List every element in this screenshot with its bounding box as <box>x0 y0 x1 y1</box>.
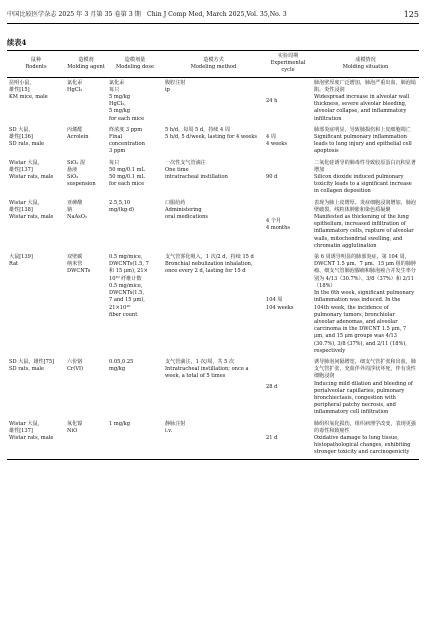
cell-text: 21×10¹⁰ <box>109 304 131 311</box>
cell-text: 0.5 mg/mice, <box>109 254 143 261</box>
cell-text: Oxidative damage to lung tissue, histopathological changes, exhibiting stronger toxicity and carcinogenicity <box>314 434 411 456</box>
cell-text: Wistar 大鼠， <box>9 420 43 427</box>
column-header: 造模方式 Modeling method <box>163 51 264 78</box>
dose-cell <box>107 77 163 125</box>
cell-text: SD 大鼠， <box>9 126 34 133</box>
method-cell <box>163 357 264 419</box>
header-rule <box>7 23 419 24</box>
agent-cell <box>65 198 107 252</box>
cell-text: 28 d <box>266 384 278 391</box>
cycle-cell <box>264 125 312 158</box>
cell-text: 雄性[138] <box>9 206 33 213</box>
cell-text: 24 h <box>266 97 278 104</box>
cell-text: 4 weeks <box>266 141 287 148</box>
cycle-cell <box>264 252 312 357</box>
dose-cell <box>107 252 163 357</box>
cell-text: DWCNTs(1.5, <box>109 290 145 297</box>
situation-cell <box>312 419 419 460</box>
table-row <box>7 357 419 419</box>
cell-text: Wistar rats, male <box>9 434 54 441</box>
table-row <box>7 252 419 357</box>
cell-text: 90 d <box>266 174 278 181</box>
cell-text: 104 weeks <box>266 304 294 311</box>
cell-text: Wistar rats, male <box>9 174 54 181</box>
cell-text: suspension <box>67 181 96 188</box>
cell-text: 5 mg/kg <box>109 108 131 115</box>
cell-text: 4 months <box>266 224 290 231</box>
method-cell <box>163 419 264 460</box>
cell-text: Significant pulmonary inflammation leads to lung injury and epithelial cell apoptosis <box>314 134 412 155</box>
situation-cell <box>312 158 419 198</box>
situation-cell <box>312 125 419 158</box>
cell-text: 肺泡壁厚度广泛增加，肺泡严重出血，肺泡塌陷，炎性浸润 <box>314 79 416 93</box>
cell-text: 0.5 mg/mice, <box>109 282 143 289</box>
cell-text: SD rats, male <box>9 141 45 148</box>
cell-text: DWCNTs(1.5, 7 <box>109 261 149 268</box>
cell-text: 口服给药 <box>165 199 186 206</box>
cell-text: 悬液 <box>67 166 78 173</box>
cell-text: 每只 <box>109 159 120 166</box>
cell-text: HgCl₂, <box>109 101 126 108</box>
cell-text: Cr(VI) <box>67 366 83 373</box>
rodents-cell <box>7 198 65 252</box>
rodents-cell <box>7 357 65 419</box>
cell-text: 雄性[136] <box>9 134 33 141</box>
cell-text: mg/kg <box>109 366 126 373</box>
cell-text: intratracheal instillation <box>165 174 228 181</box>
cell-text: Silicon dioxide induced pulmonary toxicity leads to a significant increase in collagen deposition <box>314 174 412 195</box>
rodents-cell <box>7 252 65 357</box>
cell-text: 钠 <box>67 206 73 213</box>
table-header-row <box>7 51 419 78</box>
cell-text: NaAsO₂ <box>67 214 88 221</box>
column-header: 造模剂量 Modeling dose <box>107 51 163 78</box>
situation-cell <box>312 357 419 419</box>
column-header: 造模剂 Molding agent <box>65 51 107 78</box>
situation-cell <box>312 198 419 252</box>
cell-text: DWCNTs <box>67 268 91 275</box>
cell-text: 静脉注射 <box>165 420 186 427</box>
agent-cell <box>65 252 107 357</box>
cell-text: Manifested as thickening of the lung epithelium, increased infiltration of inflammatory cells, rupture of alveolar walls, mitochondrial swelling, and chromatin agglutination <box>314 214 414 249</box>
cell-text: SD rats, male <box>9 366 45 373</box>
cycle-cell <box>264 77 312 125</box>
cell-text: NiO <box>67 427 78 434</box>
dose-cell <box>107 357 163 419</box>
cell-text: 六价铬 <box>67 358 83 365</box>
cell-text: 二氧化硅诱导的肺毒性导致胶原蛋白沉积显著增加 <box>314 159 416 173</box>
dose-cell <box>107 198 163 252</box>
cell-text: Wistar 大鼠， <box>9 159 43 166</box>
cell-text: Rat <box>9 261 19 268</box>
cell-text: Inducing mild dilation and bleeding of perialveolar capillaries, pulmonary bronchiectasis, congestion with peripheral patchy necrosis, and inflammatory cell infiltration <box>314 380 413 416</box>
cell-text: 104 周 <box>266 297 283 304</box>
cell-text: ip <box>165 86 170 93</box>
agent-cell <box>65 77 107 125</box>
cell-text: Widespread increase in alveolar wall thickness, severe alveolar bleeding, alveolar collapse, and inflammatory infiltration <box>314 94 410 122</box>
dose-cell <box>107 158 163 198</box>
cell-text: 3 ppm <box>109 148 126 155</box>
cell-text: 肺组织氧化损伤，组织病理学改变，表现更强的毒性和致癌性 <box>314 420 416 434</box>
situation-cell <box>312 77 419 125</box>
cell-text: for each mice <box>109 181 145 188</box>
cell-text: 50 mg/0.1 mL <box>109 174 145 181</box>
cell-text: 1 mg/kg <box>109 420 131 427</box>
method-cell <box>163 125 264 158</box>
cell-text: SiO₂ <box>67 174 79 181</box>
agent-cell <box>65 419 107 460</box>
cell-text: SiO₂ 混 <box>67 159 86 166</box>
journal-citation: 中国比较医学杂志 2025 年 3 月第 35 卷第 3 期 Chin J Comp Med, March 2025,Vol. 35,No. 3 <box>7 11 287 18</box>
column-header: 实验周期 Experimental cycle <box>264 51 312 78</box>
cell-text: 雄性[15] <box>9 86 30 93</box>
cell-text: for each mice <box>109 115 145 122</box>
rodents-cell <box>7 419 65 460</box>
cell-text: SD 大鼠，雄性[75] <box>9 358 55 365</box>
cell-text: KM mice, male <box>9 94 48 101</box>
cell-text: 每只 <box>109 86 120 93</box>
cell-text: 腹腔注射 <box>165 79 186 86</box>
cell-text: 纳米管 <box>67 261 83 268</box>
cell-text: 支气管雾化吸入，1 次/2 d，持续 15 d <box>165 254 254 261</box>
rodent-model-table <box>7 50 419 460</box>
table-row <box>7 419 419 460</box>
cell-text: 氯化汞 <box>109 79 125 86</box>
cell-text: 支气管滴注，1 次/周，共 5 次 <box>165 358 235 365</box>
cell-text: Administering <box>165 206 202 213</box>
cycle-cell <box>264 419 312 460</box>
cell-text: i.v. <box>165 427 173 434</box>
cell-text: Wistar 大鼠， <box>9 199 43 206</box>
continued-table-label: 续表4 <box>7 38 27 47</box>
cell-text: 大鼠[139] <box>9 254 33 261</box>
cycle-cell <box>264 357 312 419</box>
cell-text: 第 6 周诱导明显的肺部炎症，第 104 周，DWCNT 1.5 μm、7 μm、15 μm 组的肺肿瘤、细支气管肺泡腺瘤和肺泡癌合并发生率分别为 4/13（30.7%）、3/8（37%）和 2/11（18%） <box>314 254 416 289</box>
cell-text: oral medications <box>165 214 209 221</box>
rodents-cell <box>7 125 65 158</box>
column-header: 鼠种 Rodents <box>7 51 65 78</box>
cell-text: 50 mg/0.1 mL <box>109 166 145 173</box>
agent-cell <box>65 125 107 158</box>
situation-cell <box>312 252 419 357</box>
method-cell <box>163 77 264 125</box>
cycle-cell <box>264 158 312 198</box>
cell-text: Final <box>109 134 123 141</box>
table-row <box>7 77 419 125</box>
cell-text: 亚砷酸 <box>67 199 83 206</box>
cell-text: 昆明小鼠， <box>9 79 35 86</box>
dose-cell <box>107 419 163 460</box>
dose-cell <box>107 125 163 158</box>
cell-text: Bronchial nebulization inhalation, once every 2 d, lasting for 15 d <box>165 261 253 275</box>
page-number: 125 <box>403 10 419 19</box>
cell-text: 丙烯醛 <box>67 126 83 133</box>
cell-text: 终浓度 3 ppm <box>109 126 143 133</box>
cell-text: concentration <box>109 141 145 148</box>
cell-text: 氧化镍 <box>67 420 83 427</box>
cell-text: Wistar rats, male <box>9 214 54 221</box>
cycle-cell <box>264 198 312 252</box>
cell-text: 一次性支气管滴注 <box>165 159 206 166</box>
cell-text: 雄性[137] <box>9 166 33 173</box>
method-cell <box>163 252 264 357</box>
cell-text: 4 周 <box>266 134 276 141</box>
cell-text: 表现为肺上皮增厚、炎症细胞浸润增加、肺泡壁破裂、线粒体肿胀和染色质凝聚 <box>314 199 416 213</box>
cell-text: 10¹⁰ 纤维计数 <box>109 275 142 282</box>
cell-text: 21 d <box>266 434 278 441</box>
column-header: 成模情况 Molding situation <box>312 51 419 78</box>
cell-text: 2.5,5,10 <box>109 199 131 206</box>
cell-text: 5 h/d, 5 d/week, lasting for 4 weeks <box>165 134 257 141</box>
table-row <box>7 198 419 252</box>
cell-text: Intratracheal instillation; once a week, a total of 5 times <box>165 366 249 380</box>
agent-cell <box>65 357 107 419</box>
cell-text: 和 15 μm), 21× <box>109 268 148 275</box>
cell-text: HgCl₂ <box>67 86 83 93</box>
cell-text: 5 h/d，每周 5 d，持续 4 周 <box>165 126 230 133</box>
rodents-cell <box>7 77 65 125</box>
cell-text: 诱导肺泡间隔增宽，细支气管扩张和出血，肺支气管扩张，充血伴外周浮状坏死，伴有炎性细胞浸润 <box>314 358 416 380</box>
table-row <box>7 158 419 198</box>
cell-text: mg/(kg·d) <box>109 206 135 213</box>
method-cell <box>163 158 264 198</box>
page-header <box>7 9 419 21</box>
cell-text: 0.05,0.25 <box>109 358 134 365</box>
cell-text: 4 个月 <box>266 217 282 224</box>
cell-text: Acrolein <box>67 134 89 141</box>
table-row <box>7 125 419 158</box>
cell-text: 雄性[137] <box>9 427 33 434</box>
agent-cell <box>65 158 107 198</box>
cell-text: fiber count <box>109 311 138 318</box>
cell-text: 肺部炎症明显，导致肺损伤和上皮细胞凋亡 <box>314 126 411 133</box>
cell-text: In the 6th week, significant pulmonary inflammation was induced. In the 104th week, the incidence of pulmonary tumors, bronchiolar alveolar adenomas, and alveolar carcinoma in the DWCNT 1.5 μm, 7 μm, and 15 μm groups was 4/13 (30.7%), 3/8 (37%), and 2/11 (18%), respectively <box>314 290 415 354</box>
rodents-cell <box>7 158 65 198</box>
cell-text: One time <box>165 166 189 173</box>
cell-text: 氯化汞 <box>67 79 83 86</box>
cell-text: 双壁碳 <box>67 254 83 261</box>
cell-text: 5 mg/kg <box>109 94 131 101</box>
cell-text: 7 and 15 μm), <box>109 297 145 304</box>
method-cell <box>163 198 264 252</box>
